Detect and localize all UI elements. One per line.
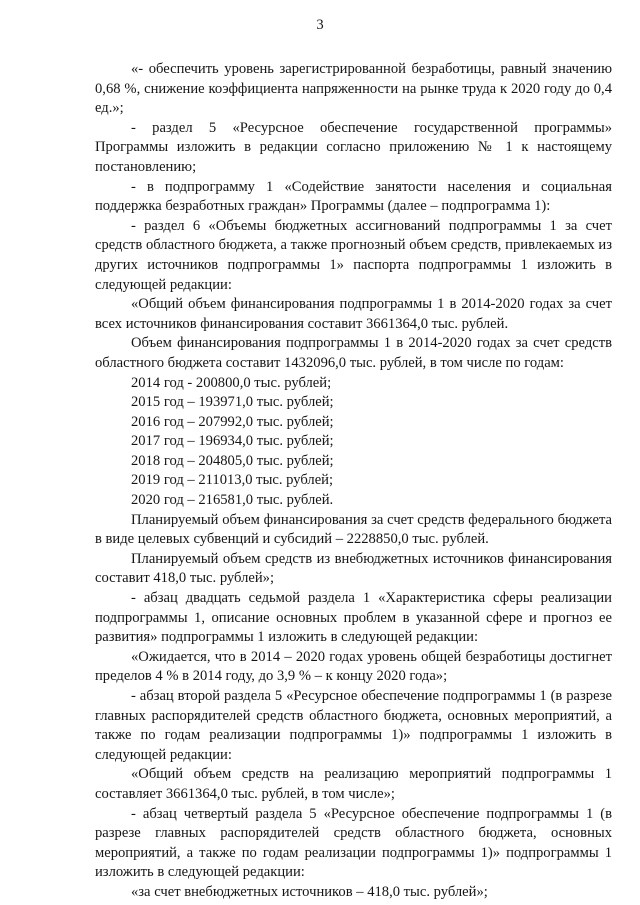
year-funding-item: 2014 год - 200800,0 тыс. рублей; — [131, 374, 332, 391]
paragraph: Планируемый объем финансирования за счет средств федерального бюджета в виде целевых субвенций и субсидий – 2228850,0 тыс. рублей. — [95, 511, 612, 548]
paragraph: - абзац второй раздела 5 «Ресурсное обеспечение подпрограммы 1 (в разрезе главных распорядителей средств областного бюджета, основных мероприятий, а также по годам реализации подпрограммы 1)» подпрограммы 1 изложить в следующей редакции: — [95, 688, 612, 763]
paragraph: «- обеспечить уровень зарегистрированной безработицы, равный значению 0,68 %, снижение коэффициента напряженности на рынке труда к 2020 году до 0,4 ед.»; — [95, 61, 612, 117]
paragraph: Планируемый объем средств из внебюджетных источников финансирования составит 418,0 тыс. рублей»; — [95, 550, 612, 587]
year-funding-list — [95, 374, 612, 511]
year-funding-item: 2017 год – 196934,0 тыс. рублей; — [131, 433, 334, 450]
paragraph: «Общий объем финансирования подпрограммы 1 в 2014-2020 годах за счет всех источников финансирования составит 3661364,0 тыс. рублей. — [95, 296, 612, 332]
year-funding-item: 2016 год – 207992,0 тыс. рублей; — [131, 413, 334, 430]
paragraph: - абзац четвертый раздела 5 «Ресурсное обеспечение подпрограммы 1 (в разрезе главных распорядителей средств областного бюджета, основных мероприятий, а также по годам реализации подпрограммы 1)» подпрограммы 1 изложить в следующей редакции: — [95, 805, 612, 881]
year-funding-item: 2015 год – 193971,0 тыс. рублей; — [131, 394, 334, 411]
year-funding-item: 2019 год – 211013,0 тыс. рублей; — [131, 472, 334, 489]
paragraph: «Ожидается, что в 2014 – 2020 годах уровень общей безработицы достигнет пределов 4 % в 2014 году, до 3,9 % – к концу 2020 года»; — [95, 648, 612, 685]
page-number: 3 — [316, 17, 324, 33]
paragraph: «Общий объем средств на реализацию мероприятий подпрограммы 1 составляет 3661364,0 тыс. рублей, в том числе»; — [95, 766, 612, 802]
paragraph: - абзац двадцать седьмой раздела 1 «Характеристика сферы реализации подпрограммы 1, описание основных проблем в указанной сфере и прогноз ее развития» подпрограммы 1 изложить в следующей редакции: — [95, 590, 612, 646]
paragraph: «за счет внебюджетных источников – 418,0 тыс. рублей»; — [131, 883, 488, 900]
paragraph: - раздел 5 «Ресурсное обеспечение государственной программы» Программы изложить в редакции согласно приложению № 1 к настоящему постановлению; — [95, 119, 612, 175]
year-funding-item: 2020 год – 216581,0 тыс. рублей. — [131, 492, 334, 509]
year-funding-item: 2018 год – 204805,0 тыс. рублей; — [131, 452, 334, 469]
document-body — [95, 60, 612, 903]
paragraph: - в подпрограмму 1 «Содействие занятости населения и социальная поддержка безработных граждан» Программы (далее – подпрограмма 1): — [95, 178, 612, 215]
paragraph: - раздел 6 «Объемы бюджетных ассигнований подпрограммы 1 за счет средств областного бюджета, а также прогнозный объем средств, привлекаемых из других источников подпрограммы 1» паспорта подпрограммы 1 изложить в следующей редакции: — [95, 217, 612, 293]
paragraph: Объем финансирования подпрограммы 1 в 2014-2020 годах за счет средств областного бюджета составит 1432096,0 тыс. рублей, в том числе по годам: — [95, 335, 612, 371]
